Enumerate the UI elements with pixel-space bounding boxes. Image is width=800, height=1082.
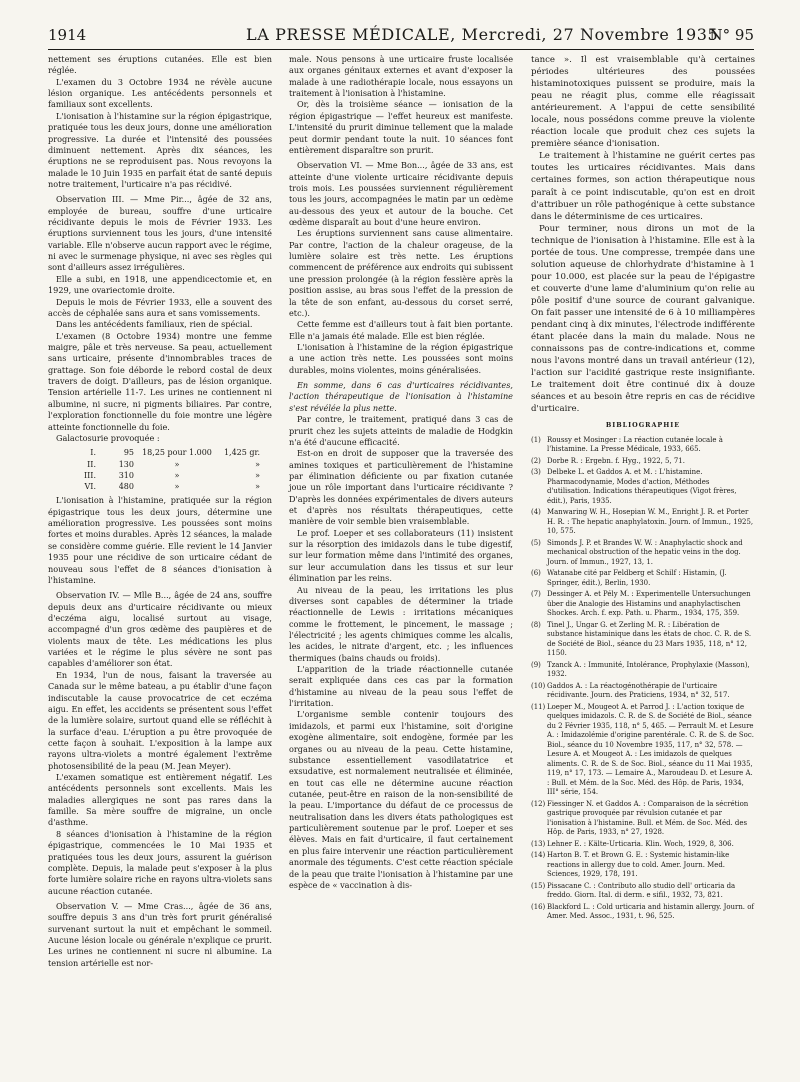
- summary-paragraph: En somme, dans 6 cas d'urticaires récidivantes, l'action thérapeutique de l'ionisation à l'histamine s'est révélée la plus nette.: [289, 380, 513, 413]
- column-middle: [289, 54, 513, 891]
- reference-item: (11) Loeper M., Mougeot A. et Parrod J. : L'action toxique de quelques imidazols. C. R. de S. de Société de Biol., séance du 2 Février 1935, 118, n° 5, 465. — Perrault M. et Lesure A. : Imidazolémie d'origine parentérale. C. R. de S. de Soc. Biol., séance du 10 Novembre 1935, 117, n° 32, 578. — Lesure A. et Mougeot A. : Les imidazols de quelques aliments. C. R. de S. de Soc. Biol., séance du 11 Mai 1935, 119, n° 17, 173. — Lemaire A., Maroudeau D. et Lesure A. : Bull. et Mém. de la Soc. Méd. des Hôp. de Paris, 1934, III° série, 154.: [531, 702, 754, 797]
- paragraph: En 1934, l'un de nous, faisant la traversée au Canada sur le même bateau, a pu établir d'une façon indiscutable la cause provocatrice de cet eczéma aigu. En effet, les accidents se présentent sous l'effet de la lumière solaire, surtout quand elle se réfléchit à la surface d'eau. L'éruption a pu être provoquée de cette façon à souhait. L'exposition à la lampe aux rayons ultra-violets a montré également l'extrême photosensibilité de la peau (M. Jean Meyer).: [48, 669, 272, 771]
- reference-item: (13) Lehner E. : Kälte-Urticaria. Klin. Woch, 1929, 8, 306.: [531, 839, 734, 848]
- paragraph: L'examen du 3 Octobre 1934 ne révèle aucune lésion organique. Les antécédents personnels et familiaux sont excellents.: [48, 76, 272, 110]
- reference-item: (7) Dessinger A. et Pély M. : Experimentelle Untersuchungen über die Analogie des Histamins und anaphylactischen Shockes. Arch. f. exp. Path. u. Pharm., 1934, 175, 359.: [531, 590, 751, 618]
- paragraph: L'apparition de la triade réactionnelle cutanée serait expliquée dans ces cas par la formation d'histamine au niveau de la peau sous l'effet de l'irritation.: [289, 664, 513, 709]
- table-row: II. 130 » »: [87, 459, 260, 469]
- table-row: I. 95 18,25 pour 1.000 1,425 gr.: [90, 448, 260, 458]
- page-header: [48, 24, 754, 50]
- journal-title: LA PRESSE MÉDICALE, Mercredi, 27 Novembre 1935: [246, 25, 719, 44]
- issue-number: N° 95: [709, 26, 754, 44]
- table-row: VI. 480 » »: [84, 482, 260, 492]
- reference-item: (15) Pissacane C. : Contributo allo studio dell' orticaria da freddo. Giorn. Ital. di derm. e sifil., 1932, 73, 821.: [531, 881, 736, 900]
- paragraph: male. Nous pensons à une urticaire fruste localisée aux organes génitaux externes et avant d'exposer la malade à une radiothérapie locale, nous essayons un traitement à l'ionisation à l'histamine.: [289, 54, 513, 99]
- bibliography-list: [531, 436, 755, 922]
- paragraph: L'ionisation à l'histamine de la région épigastrique a une action très nette. Les poussées sont moins durables, moins violentes, moins généralisées.: [289, 341, 513, 375]
- paragraph: Le prof. Loeper et ses collaborateurs (11) insistent sur la résorption des imidazols dans le tube digestif, sur leur formation même dans l'intimité des organes, sur leur accumulation dans les tissus et sur leur élimination par les reins.: [289, 527, 513, 584]
- paragraph: Elle a subi, en 1918, une appendicectomie et, en 1929, une ovariectomie droite.: [48, 273, 272, 296]
- paragraph: 8 séances d'ionisation à l'histamine de la région épigastrique, commencées le 10 Mai 1935 et pratiquées tous les deux jours, assurent la guérison complète. Depuis, la malade peut s'exposer à la plus forte lumière solaire riche en rayons ultra-violets sans aucune réaction cutanée.: [48, 828, 273, 896]
- reference-item: (3) Delbeke L. et Gaddos A. et M. : L'histamine. Pharmacodynamie, Modes d'action, Méthodes d'utilisation. Indications thérapeutiques (Vigot frères, édit.), Paris, 1935.: [531, 468, 737, 505]
- paragraph: Est-on en droit de supposer que la traversée des amines toxiques et particulièrement de l'histamine par élimination déficiente ou par fixation cutanée joue un rôle important dans l'urticaire récidivante ? D'après les données expérimentales de divers auteurs et d'après nos résultats thérapeutiques, cette manière de voir semble bien vraisemblable.: [289, 448, 513, 527]
- paragraph: Galactosurie provoquée :: [56, 432, 160, 443]
- observation-iv: Observation IV. — Mlle B..., âgée de 24 ans, souffre depuis deux ans d'urticaire récidivante ou mieux d'eczéma aigu, localisé surtout au visage, accompagné d'un gros œdème des paupières et de violents maux de tête. Les médications les plus variées et le régime le plus sévère ne sont pas capables d'améliorer son état.: [48, 590, 272, 669]
- paragraph: Depuis le mois de Février 1933, elle a souvent des accès de céphalée sans aura et sans vomissements.: [48, 296, 272, 318]
- reference-item: (12) Fiessinger N. et Gaddos A. : Comparaison de la sécrétion gastrique provoquée par révulsion cutanée et par l'ionisation à l'histamine. Bull. et Mém. de Soc. Méd. des Hôp. de Paris, 1933, n° 27, 1928.: [531, 799, 749, 837]
- paragraph: L'organisme semble contenir toujours des imidazols, et parmi eux l'histamine, soit d'origine exogène alimentaire, soit endogène, formée par les organes ou au niveau de la peau. Cette histamine, substance essentiellement vasodilatatrice et exsudative, est normalement neutralisée et éliminée, en tout cas elle ne détermine aucune réaction cutanée, peut-être en raison de la non-sensibilité de la peau. L'importance du défaut de ce processus de neutralisation dans les divers états pathologiques est particulièrement soutenue par le prof. Loeper et ses élèves. Mais en fait d'urticaire, il faut certainement en plus faire intervenir une réaction particulièrement anormale des téguments. C'est cette réaction spéciale de la peau que traite l'ionisation à l'histamine par une espèce de « vaccination à dis-: [289, 709, 513, 890]
- paragraph: Au niveau de la peau, les irritations les plus diverses sont capables de déterminer la triade réactionnelle de Lewis : irritations mécaniques comme le frottement, le pincement, le massage ; l'électricité ; les agents chimiques comme les alcalis, les acides, le nitrate d'argent, etc. ; les influences thermiques (bains chauds ou froids).: [289, 584, 513, 663]
- paragraph: L'ionisation à l'histamine, pratiquée sur la région épigastrique tous les deux jours, détermine une amélioration progressive. Les poussées sont moins fortes et moins durables. Après 12 séances, la malade se considère comme guérie. Elle revient le 14 Janvier 1935 pour une récidive de son urticaire cédant de nouveau sous l'effet de 8 séances d'ionisation à l'histamine.: [48, 495, 272, 585]
- column-right: [531, 54, 755, 924]
- paragraph: L'examen (8 Octobre 1934) montre une femme maigre, pâle et très nerveuse. Sa peau, actuellement sans urticaire, présente d'innombrables traces de grattage. Son foie déborde le rebord costal de deux travers de doigt. D'ailleurs, pas de lésion organique. Tension artérielle 11-7. Les urines ne contiennent ni albumine, ni sucre, ni pigments biliaires. Par contre, l'exploration fonctionnelle du foie montre une légère atteinte fonctionnelle du foie.: [48, 330, 272, 432]
- reference-item: (5) Simonds J. P. et Brandes W. W. : Anaphylactic shock and mechanical obstruction of the hepatic veins in the dog. Journ. of Immun., 1927, 13, 1.: [531, 538, 743, 566]
- reference-item: (2) Dorbe R. : Ergebn. f. Hyg., 1922, 5, 71.: [531, 456, 685, 465]
- reference-item: (14) Harton B. T. et Brown G. E. : Systemic histamin-like reactions in allergy due to cold. Amer. Journ. Med. Sciences, 1929, 178, 191.: [531, 851, 730, 879]
- reference-item: (10) Gaddos A. : La réactogénothérapie de l'urticaire récidivante. Journ. des Praticiens, 1934, n° 32, 517.: [531, 681, 730, 700]
- paragraph: Les éruptions surviennent sans cause alimentaire. Par contre, l'action de la chaleur orageuse, de la lumière solaire est très nette. Les éruptions commencent de préférence aux endroits qui subissent une pression prolongée (à la région fessière après la position assise, au bras sous l'effet de la pression de la tête de son enfant, au-dessous du corset serré, etc.).: [289, 228, 513, 318]
- observation-iii: Observation III. — Mme Pir..., âgée de 32 ans, employée de bureau, souffre d'une urticaire récidivante depuis le mois de Février 1933. Les éruptions surviennent tous les jours, d'une intensité variable. Elle n'observe aucun rapport avec le régime, ni avec le surmenage physique, ni avec ses règles qui sont d'ailleurs assez irrégulières.: [48, 194, 272, 273]
- observation-vi: Observation VI. — Mme Bon..., âgée de 33 ans, est atteinte d'une violente urticaire récidivante depuis trois mois. Les poussées surviennent régulièrement tous les jours, accompagnées le matin par un œdème au-dessous des yeux et autour de la bouche. Cet œdème disparaît au bout d'une heure environ.: [289, 160, 513, 228]
- reference-item: (6) Watanabe cité par Feldberg et Schilf : Histamin, (J. Springer, édit.), Berlin, 1930.: [531, 569, 727, 587]
- paragraph: Or, dès la troisième séance — ionisation de la région épigastrique — l'effet heureux est manifeste. L'intensité du prurit diminue tellement que la malade peut dormir pendant toute la nuit. 10 séances font entièrement disparaître son prurit.: [289, 99, 513, 155]
- column-left: [48, 54, 272, 969]
- reference-item: (8) Tinel J., Ungar G. et Zerling M. R. : Libération de substance histaminique dans les états de choc. C. R. de S. de Société de Biol., séance du 23 Mars 1935, 118, n° 12, 1150.: [531, 620, 752, 658]
- reference-item: (4) Manwaring W. H., Hosepian W. M., Enright J. R. et Porter H. R. : The hepatic anaphylatoxin. Journ. of Immun., 1925, 10, 575.: [531, 508, 754, 536]
- reference-item: (16) Blackford L. : Cold urticaria and histamin allergy. Journ. of Amer. Med. Assoc., 1931, t. 96, 525.: [531, 902, 754, 921]
- reference-item: (9) Tzanck A. : Immunité, Intolérance, Prophylaxie (Masson), 1932.: [531, 660, 750, 679]
- paragraph: Par contre, le traitement, pratiqué dans 3 cas de prurit chez les sujets atteints de maladie de Hodgkin n'a été d'aucune efficacité.: [289, 414, 513, 447]
- bibliography-title: BIBLIOGRAPHIE: [605, 421, 681, 430]
- galactosuria-table: [74, 447, 272, 492]
- observation-v: Observation V. — Mme Cras..., âgée de 36 ans, souffre depuis 3 ans d'un très fort prurit généralisé survenant surtout la nuit et empêchant le sommeil. Aucune lésion locale ou générale n'explique ce prurit. Les urines ne contiennent ni sucre ni albumine. La tension artérielle est nor-: [48, 900, 272, 968]
- paragraph: L'ionisation à l'histamine sur la région épigastrique, pratiquée tous les deux jours, donne une amélioration progressive. La durée et l'intensité des poussées diminuent nettement. Après dix séances, les éruptions ne se reproduisent pas. Nous revoyons la malade le 10 Juin 1935 en parfait état de santé depuis notre traitement, l'urticaire n'a pas récidivé.: [48, 110, 272, 189]
- paragraph: nettement ses éruptions cutanées. Elle est bien réglée.: [48, 54, 272, 76]
- paragraph: tance ». Il est vraisemblable qu'à certaines périodes ultérieures des poussées histaminotoxiques puissent se produire, mais la peau ne réagit plus, comme elle réagissait antérieurement. A l'appui de cette sensibilité locale, nous possédons comme preuve la violente réaction locale que produit chez ces sujets la première séance d'ionisation.: [531, 55, 755, 150]
- page-number: 1914: [48, 26, 87, 44]
- table-row: III. 310 » »: [83, 470, 260, 480]
- paragraph: Dans les antécédents familiaux, rien de spécial.: [56, 319, 253, 330]
- paragraph: Cette femme est d'ailleurs tout à fait bien portante. Elle n'a jamais été malade. Elle est bien réglée.: [289, 319, 513, 341]
- paragraph: Pour terminer, nous dirons un mot de la technique de l'ionisation à l'histamine. Elle est à la portée de tous. Une compresse, trempée dans une solution aqueuse de chlorhydrate d'histamine à 1 pour 10.000, est placée sur la peau de l'épigastre et couverte d'une lame d'aluminium qu'on relie au pôle positif d'une source de courant galvanique. On fait passer une intensité de 6 à 10 milliampères pendant cinq à dix minutes, l'électrode indifférente étant placée dans la main du malade. Nous ne connaissons pas de contre-indications et, comme nous l'avons montré dans un travail antérieur (12), l'action sur l'acidité gastrique reste insignifiante. Le traitement doit être continué dix à douze séances et au besoin être repris en cas de récidive d'urticaire.: [531, 223, 755, 415]
- reference-item: (1) Roussy et Mosinger : La réaction cutanée locale à l'histamine. La Presse Médicale, 1933, 665.: [531, 435, 723, 454]
- paragraph: Le traitement à l'histamine ne guérit certes pas toutes les urticaires récidivantes. Mais dans certaines formes, son action thérapeutique nous paraît à ce point indiscutable, qu'on est en droit d'attribuer un rôle pathogénique à cette substance dans le déterminisme de ces urticaires.: [531, 151, 755, 222]
- paragraph: L'examen somatique est entièrement négatif. Les antécédents personnels sont excellents. Mais les maladies allergiques ne sont pas rares dans la famille. Sa mère souffre de migraine, un oncle d'asthme.: [48, 772, 272, 828]
